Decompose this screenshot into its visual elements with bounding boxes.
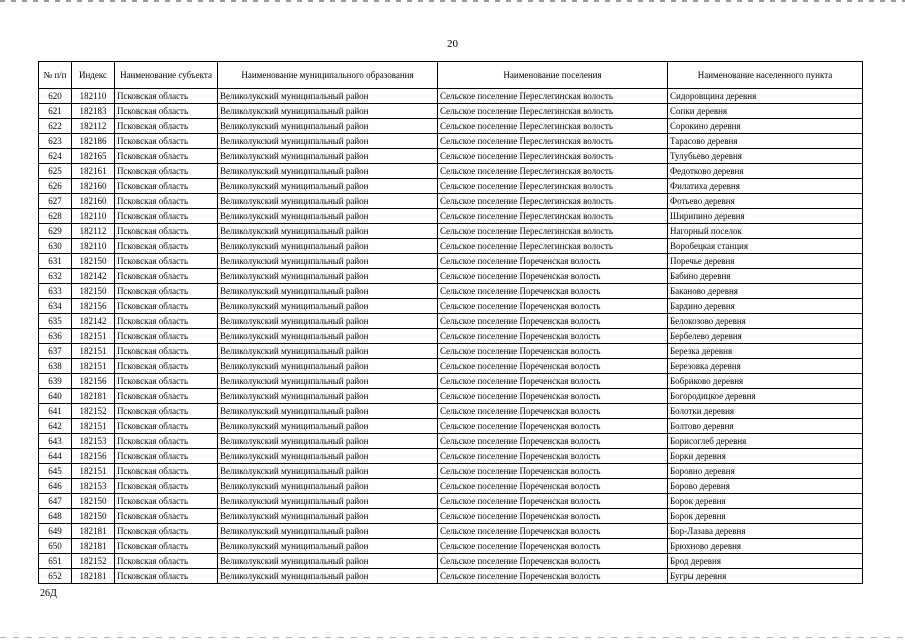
postal-index: 182142	[72, 314, 115, 329]
table-row	[39, 524, 863, 539]
settlement-name: Сельское поселение Переслегинская волость	[438, 164, 668, 179]
postal-index: 182110	[72, 239, 115, 254]
settlement-name: Сельское поселение Переслегинская волость	[438, 224, 668, 239]
subject-name: Псковская область	[115, 224, 218, 239]
settlement-name: Сельское поселение Переслегинская волость	[438, 89, 668, 104]
municipality-name: Великолукский муниципальный район	[218, 404, 438, 419]
settlement-name: Сельское поселение Пореченская волость	[438, 314, 668, 329]
postal-index: 182151	[72, 344, 115, 359]
table-row	[39, 299, 863, 314]
settlement-name: Сельское поселение Переслегинская волость	[438, 119, 668, 134]
locality-name: Бобриково деревня	[668, 374, 863, 389]
table-row	[39, 104, 863, 119]
row-number: 638	[39, 359, 72, 374]
subject-name: Псковская область	[115, 509, 218, 524]
municipality-name: Великолукский муниципальный район	[218, 359, 438, 374]
row-number: 632	[39, 269, 72, 284]
row-number: 647	[39, 494, 72, 509]
locality-name: Поречье деревня	[668, 254, 863, 269]
settlement-name: Сельское поселение Переслегинская волость	[438, 104, 668, 119]
subject-name: Псковская область	[115, 164, 218, 179]
postal-index: 182152	[72, 404, 115, 419]
locality-name: Федотково деревня	[668, 164, 863, 179]
settlement-name: Сельское поселение Пореченская волость	[438, 284, 668, 299]
locality-name: Бербелево деревня	[668, 329, 863, 344]
municipality-name: Великолукский муниципальный район	[218, 104, 438, 119]
postal-index: 182181	[72, 569, 115, 584]
municipality-name: Великолукский муниципальный район	[218, 494, 438, 509]
postal-index: 182160	[72, 194, 115, 209]
row-number: 648	[39, 509, 72, 524]
subject-name: Псковская область	[115, 194, 218, 209]
postal-index: 182165	[72, 149, 115, 164]
table-row	[39, 554, 863, 569]
municipality-name: Великолукский муниципальный район	[218, 374, 438, 389]
table-row	[39, 194, 863, 209]
settlement-name: Сельское поселение Пореченская волость	[438, 329, 668, 344]
table-row	[39, 164, 863, 179]
settlement-name: Сельское поселение Пореченская волость	[438, 554, 668, 569]
postal-index: 182150	[72, 509, 115, 524]
settlement-name: Сельское поселение Пореченская волость	[438, 494, 668, 509]
locality-name: Бардино деревня	[668, 299, 863, 314]
postal-index: 182153	[72, 479, 115, 494]
settlement-name: Сельское поселение Пореченская волость	[438, 479, 668, 494]
municipality-name: Великолукский муниципальный район	[218, 179, 438, 194]
subject-name: Псковская область	[115, 464, 218, 479]
municipality-name: Великолукский муниципальный район	[218, 329, 438, 344]
locality-name: Березовка деревня	[668, 359, 863, 374]
subject-name: Псковская область	[115, 479, 218, 494]
postal-index: 182156	[72, 449, 115, 464]
municipality-name: Великолукский муниципальный район	[218, 419, 438, 434]
municipality-name: Великолукский муниципальный район	[218, 134, 438, 149]
postal-index: 182161	[72, 164, 115, 179]
table-row	[39, 359, 863, 374]
settlement-name: Сельское поселение Пореченская волость	[438, 269, 668, 284]
table-row	[39, 149, 863, 164]
locality-name: Березка деревня	[668, 344, 863, 359]
scan-top-edge	[0, 0, 905, 2]
municipality-name: Великолукский муниципальный район	[218, 554, 438, 569]
postal-index: 182181	[72, 389, 115, 404]
document-code: 26Д	[40, 588, 57, 599]
row-number: 644	[39, 449, 72, 464]
municipality-name: Великолукский муниципальный район	[218, 509, 438, 524]
subject-name: Псковская область	[115, 119, 218, 134]
table-row	[39, 389, 863, 404]
table-row	[39, 374, 863, 389]
subject-name: Псковская область	[115, 284, 218, 299]
settlement-name: Сельское поселение Пореченская волость	[438, 539, 668, 554]
postal-index: 182112	[72, 119, 115, 134]
table-row	[39, 509, 863, 524]
subject-name: Псковская область	[115, 314, 218, 329]
locality-name: Бабино деревня	[668, 269, 863, 284]
row-number: 645	[39, 464, 72, 479]
locality-name: Баканово деревня	[668, 284, 863, 299]
row-number: 642	[39, 419, 72, 434]
table-body	[39, 89, 863, 584]
postal-index: 182112	[72, 224, 115, 239]
table-row	[39, 404, 863, 419]
row-number: 624	[39, 149, 72, 164]
municipality-name: Великолукский муниципальный район	[218, 479, 438, 494]
locality-name: Болотки деревня	[668, 404, 863, 419]
municipality-name: Великолукский муниципальный район	[218, 314, 438, 329]
municipality-name: Великолукский муниципальный район	[218, 194, 438, 209]
subject-name: Псковская область	[115, 269, 218, 284]
postal-index: 182160	[72, 179, 115, 194]
table-row	[39, 224, 863, 239]
subject-name: Псковская область	[115, 374, 218, 389]
row-number: 643	[39, 434, 72, 449]
settlement-name: Сельское поселение Пореченская волость	[438, 524, 668, 539]
table-row	[39, 419, 863, 434]
locality-name: Сорокино деревня	[668, 119, 863, 134]
municipality-name: Великолукский муниципальный район	[218, 569, 438, 584]
table-row	[39, 434, 863, 449]
table-row	[39, 254, 863, 269]
row-number: 640	[39, 389, 72, 404]
row-number: 620	[39, 89, 72, 104]
locality-name: Сидоровщина деревня	[668, 89, 863, 104]
settlement-name: Сельское поселение Переслегинская волость	[438, 209, 668, 224]
subject-name: Псковская область	[115, 449, 218, 464]
locality-name: Борки деревня	[668, 449, 863, 464]
postal-index: 182110	[72, 89, 115, 104]
scan-bottom-edge	[0, 637, 905, 638]
municipality-name: Великолукский муниципальный район	[218, 524, 438, 539]
municipality-name: Великолукский муниципальный район	[218, 464, 438, 479]
postal-index: 182142	[72, 269, 115, 284]
subject-name: Псковская область	[115, 389, 218, 404]
municipality-name: Великолукский муниципальный район	[218, 449, 438, 464]
locality-name: Нагорный поселок	[668, 224, 863, 239]
locality-name: Тулубьево деревня	[668, 149, 863, 164]
postal-index: 182150	[72, 284, 115, 299]
settlement-name: Сельское поселение Пореченская волость	[438, 344, 668, 359]
table-row	[39, 329, 863, 344]
subject-name: Псковская область	[115, 209, 218, 224]
subject-name: Псковская область	[115, 524, 218, 539]
settlement-name: Сельское поселение Пореченская волость	[438, 464, 668, 479]
table-row	[39, 209, 863, 224]
header-settlement: Наименование поселения	[438, 62, 668, 89]
page-number: 20	[447, 38, 458, 50]
postal-index: 182156	[72, 374, 115, 389]
settlement-name: Сельское поселение Пореченская волость	[438, 359, 668, 374]
postal-index: 182181	[72, 524, 115, 539]
postal-index: 182181	[72, 539, 115, 554]
table-header-row	[39, 62, 863, 89]
table-row	[39, 449, 863, 464]
locality-name: Богородицкое деревня	[668, 389, 863, 404]
settlement-name: Сельское поселение Пореченская волость	[438, 254, 668, 269]
locality-name: Белокозово деревня	[668, 314, 863, 329]
locality-name: Брюхново деревня	[668, 539, 863, 554]
row-number: 626	[39, 179, 72, 194]
locality-name: Болтово деревня	[668, 419, 863, 434]
postal-index: 182153	[72, 434, 115, 449]
locality-name: Тарасово деревня	[668, 134, 863, 149]
settlement-name: Сельское поселение Переслегинская волость	[438, 134, 668, 149]
row-number: 650	[39, 539, 72, 554]
subject-name: Псковская область	[115, 104, 218, 119]
table-row	[39, 239, 863, 254]
header-subject: Наименование субъекта	[115, 62, 218, 89]
row-number: 623	[39, 134, 72, 149]
subject-name: Псковская область	[115, 404, 218, 419]
row-number: 628	[39, 209, 72, 224]
settlement-name: Сельское поселение Переслегинская волость	[438, 149, 668, 164]
settlement-name: Сельское поселение Пореченская волость	[438, 404, 668, 419]
row-number: 631	[39, 254, 72, 269]
header-index: Индекс	[72, 62, 115, 89]
municipality-name: Великолукский муниципальный район	[218, 344, 438, 359]
table-row	[39, 569, 863, 584]
locality-name: Бор-Лазава деревня	[668, 524, 863, 539]
subject-name: Псковская область	[115, 359, 218, 374]
postal-index: 182151	[72, 419, 115, 434]
subject-name: Псковская область	[115, 329, 218, 344]
settlement-name: Сельское поселение Пореченская волость	[438, 509, 668, 524]
header-municipality: Наименование муниципального образования	[218, 62, 438, 89]
row-number: 629	[39, 224, 72, 239]
row-number: 646	[39, 479, 72, 494]
table-row	[39, 134, 863, 149]
subject-name: Псковская область	[115, 344, 218, 359]
locality-name: Борово деревня	[668, 479, 863, 494]
table-row	[39, 119, 863, 134]
settlement-name: Сельское поселение Переслегинская волость	[438, 239, 668, 254]
municipality-name: Великолукский муниципальный район	[218, 209, 438, 224]
postal-index: 182151	[72, 464, 115, 479]
postal-index: 182151	[72, 329, 115, 344]
table-row	[39, 269, 863, 284]
subject-name: Псковская область	[115, 134, 218, 149]
row-number: 630	[39, 239, 72, 254]
municipality-name: Великолукский муниципальный район	[218, 119, 438, 134]
municipality-name: Великолукский муниципальный район	[218, 434, 438, 449]
settlement-name: Сельское поселение Пореченская волость	[438, 569, 668, 584]
row-number: 622	[39, 119, 72, 134]
settlement-name: Сельское поселение Пореченская волость	[438, 299, 668, 314]
table-row	[39, 539, 863, 554]
table-row	[39, 314, 863, 329]
municipality-name: Великолукский муниципальный район	[218, 389, 438, 404]
municipality-name: Великолукский муниципальный район	[218, 164, 438, 179]
postal-index: 182183	[72, 104, 115, 119]
municipality-name: Великолукский муниципальный район	[218, 254, 438, 269]
locality-name: Воробецкая станция	[668, 239, 863, 254]
municipality-name: Великолукский муниципальный район	[218, 284, 438, 299]
subject-name: Псковская область	[115, 149, 218, 164]
subject-name: Псковская область	[115, 89, 218, 104]
row-number: 652	[39, 569, 72, 584]
settlement-name: Сельское поселение Переслегинская волость	[438, 194, 668, 209]
header-num: № п/п	[39, 62, 72, 89]
locality-name: Боровно деревня	[668, 464, 863, 479]
header-locality: Наименование населенного пункта	[668, 62, 863, 89]
row-number: 636	[39, 329, 72, 344]
settlement-name: Сельское поселение Пореченская волость	[438, 374, 668, 389]
subject-name: Псковская область	[115, 434, 218, 449]
settlements-table	[38, 61, 863, 584]
settlement-name: Сельское поселение Пореченская волость	[438, 389, 668, 404]
locality-name: Брод деревня	[668, 554, 863, 569]
municipality-name: Великолукский муниципальный район	[218, 299, 438, 314]
locality-name: Борок деревня	[668, 494, 863, 509]
postal-index: 182150	[72, 494, 115, 509]
postal-index: 182156	[72, 299, 115, 314]
row-number: 639	[39, 374, 72, 389]
table-row	[39, 89, 863, 104]
settlement-name: Сельское поселение Пореченская волость	[438, 419, 668, 434]
table-row	[39, 179, 863, 194]
row-number: 633	[39, 284, 72, 299]
row-number: 635	[39, 314, 72, 329]
row-number: 625	[39, 164, 72, 179]
settlement-name: Сельское поселение Пореченская волость	[438, 434, 668, 449]
municipality-name: Великолукский муниципальный район	[218, 539, 438, 554]
locality-name: Борок деревня	[668, 509, 863, 524]
table-row	[39, 284, 863, 299]
row-number: 651	[39, 554, 72, 569]
table-row	[39, 479, 863, 494]
municipality-name: Великолукский муниципальный район	[218, 149, 438, 164]
subject-name: Псковская область	[115, 239, 218, 254]
row-number: 637	[39, 344, 72, 359]
postal-index: 182152	[72, 554, 115, 569]
table-row	[39, 344, 863, 359]
subject-name: Псковская область	[115, 254, 218, 269]
locality-name: Сопки деревня	[668, 104, 863, 119]
postal-index: 182151	[72, 359, 115, 374]
postal-index: 182110	[72, 209, 115, 224]
settlement-name: Сельское поселение Пореченская волость	[438, 449, 668, 464]
table-row	[39, 464, 863, 479]
row-number: 634	[39, 299, 72, 314]
municipality-name: Великолукский муниципальный район	[218, 224, 438, 239]
municipality-name: Великолукский муниципальный район	[218, 269, 438, 284]
table-row	[39, 494, 863, 509]
postal-index: 182150	[72, 254, 115, 269]
row-number: 649	[39, 524, 72, 539]
row-number: 621	[39, 104, 72, 119]
subject-name: Псковская область	[115, 179, 218, 194]
subject-name: Псковская область	[115, 539, 218, 554]
settlement-name: Сельское поселение Переслегинская волость	[438, 179, 668, 194]
subject-name: Псковская область	[115, 299, 218, 314]
locality-name: Филатиха деревня	[668, 179, 863, 194]
subject-name: Псковская область	[115, 569, 218, 584]
municipality-name: Великолукский муниципальный район	[218, 239, 438, 254]
locality-name: Фотьево деревня	[668, 194, 863, 209]
row-number: 627	[39, 194, 72, 209]
subject-name: Псковская область	[115, 554, 218, 569]
postal-index: 182186	[72, 134, 115, 149]
locality-name: Бугры деревня	[668, 569, 863, 584]
locality-name: Борисоглеб деревня	[668, 434, 863, 449]
locality-name: Ширипино деревня	[668, 209, 863, 224]
subject-name: Псковская область	[115, 494, 218, 509]
subject-name: Псковская область	[115, 419, 218, 434]
municipality-name: Великолукский муниципальный район	[218, 89, 438, 104]
row-number: 641	[39, 404, 72, 419]
